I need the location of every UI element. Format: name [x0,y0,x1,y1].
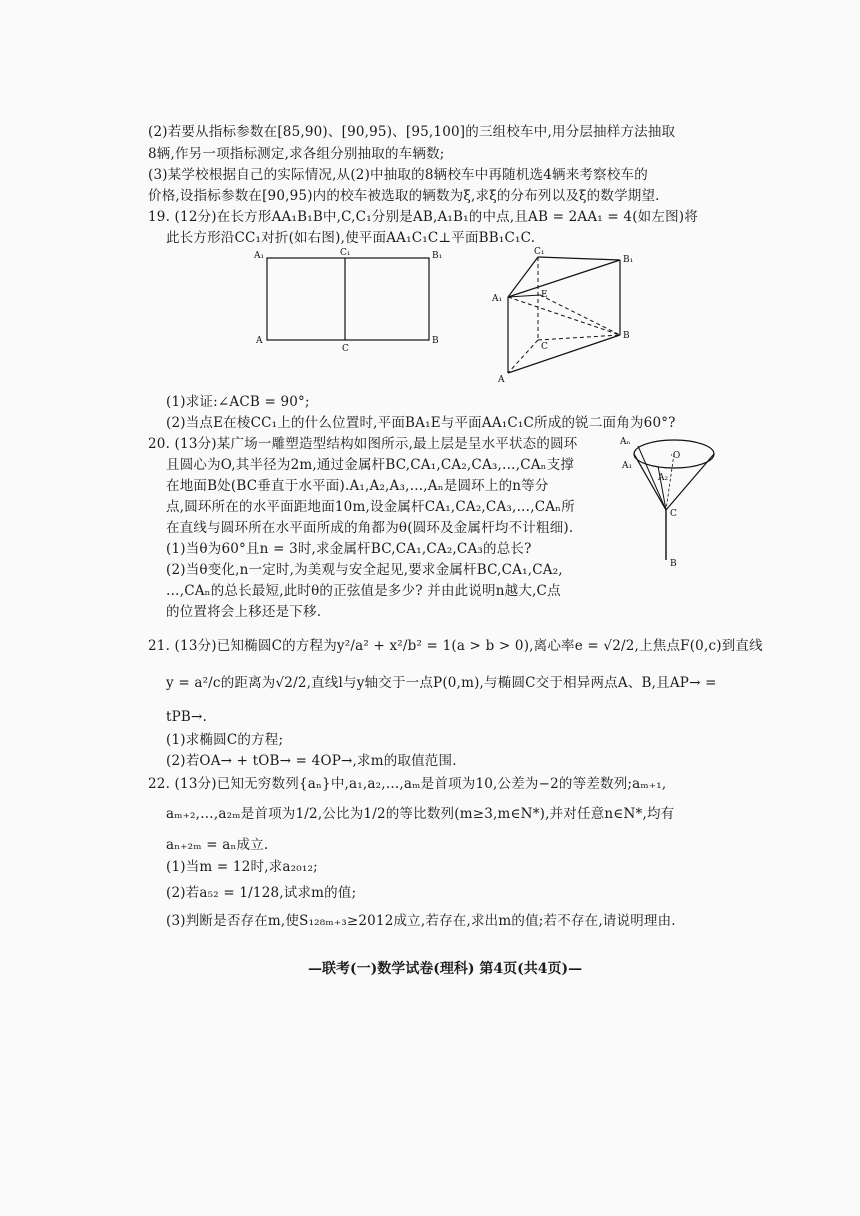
label-C: C [541,342,548,352]
rectangle-figure [250,245,450,355]
p20-q2-line3: 的位置将会上移还是下移. [166,604,322,620]
p20-q2-line1: (2)当θ变化,n一定时,为美观与安全起见,要求金属杆BC,CA₁,CA₂, [166,562,563,578]
p22-stem-line2: aₘ₊₂,…,a₂ₘ是首项为1/2,公比为1/2的等比数列(m≥3,m∈N*),并对任意n∈N*,均有 [166,806,675,822]
p21-stem-line2: y = a²/c的距离为√2/2,直线l与y轴交于一点P(0,m),与椭圆C交于相异两点A、B,且AP→ = [166,675,717,691]
p20-stem-line5: 在直线与圆环所在水平面所成的角都为θ(圆环及金属杆均不计粗细). [166,520,574,536]
p19-stem-line2: 此长方形沿CC₁对折(如右图),使平面AA₁C₁C⊥平面BB₁C₁C. [166,230,536,246]
label-C: C [670,509,677,519]
page-footer: —联考(一)数学试卷(理科) 第4页(共4页)— [308,961,583,977]
p19-q2: (2)当点E在棱CC₁上的什么位置时,平面BA₁E与平面AA₁C₁C所成的锐二面角为60°? [166,415,676,431]
label-A2: A₂ [658,473,669,483]
label-C: C [342,344,349,354]
p20-stem-line3: 在地面B处(BC垂直于水平面).A₁,A₂,A₃,…,Aₙ是圆环上的n等分 [166,478,549,494]
p20-q1: (1)当θ为60°且n = 3时,求金属杆BC,CA₁,CA₂,CA₃的总长? [166,541,532,557]
sculpture-figure [618,430,728,570]
p18-q2-line2: 8辆,作另一项指标测定,求各组分别抽取的车辆数; [148,146,445,162]
p19-q1: (1)求证:∠ACB = 90°; [166,394,310,410]
label-A: A [498,375,505,385]
p19-stem-line1: 19. (12分)在长方形AA₁B₁B中,C,C₁分别是AB,A₁B₁的中点,且AB = 2AA₁ = 4(如左图)将 [148,209,698,225]
label-B: B [670,559,677,569]
label-B: B [623,331,630,341]
p20-q2-line2: …,CAₙ的总长最短,此时θ的正弦值是多少? 并由此说明n越大,C点 [166,583,561,599]
rectangle-outline [267,258,429,340]
p22-q3: (3)判断是否存在m,使S₁₂₈ₘ₊₃≥2012成立,若存在,求出m的值;若不存在,请说明理由. [166,913,676,929]
p20-stem-line2: 且圆心为O,其半径为2m,通过金属杆BC,CA₁,CA₂,CA₃,…,CAₙ支撑 [166,457,575,473]
p18-q3-line1: (3)某学校根据自己的实际情况,从(2)中抽取的8辆校车中再随机选4辆来考察校车的 [148,167,648,183]
p20-stem-line1: 20. (13分)某广场一雕塑造型结构如图所示,最上层是呈水平状态的圆环 [148,436,578,452]
label-A1: A₁ [622,461,633,471]
label-B1: B₁ [623,255,634,265]
p22-q1: (1)当m = 12时,求a₂₀₁₂; [166,859,318,875]
p20-stem-line4: 点,圆环所在的水平面距地面10m,设金属杆CA₁,CA₂,CA₃,…,CAₙ所 [166,499,575,515]
p22-stem-line1: 22. (13分)已知无穷数列{aₙ}中,a₁,a₂,…,aₘ是首项为10,公差为−2的等差数列;aₘ₊₁, [148,776,667,792]
label-B: B [432,336,439,346]
label-E: E [541,290,548,300]
p18-q3-line2: 价格,设指标参数在[90,95)内的校车被选取的辆数为ξ,求ξ的分布列以及ξ的数学期望. [148,188,660,204]
label-C1: C₁ [534,247,545,257]
p22-stem-line3: aₙ₊₂ₘ = aₙ成立. [166,837,269,853]
label-B1: B₁ [432,251,443,261]
p21-stem-line3: tPB→. [166,709,208,725]
p18-q2-line1: (2)若要从指标参数在[85,90)、[90,95)、[95,100]的三组校车中,用分层抽样方法抽取 [148,124,676,140]
label-O: ·O [670,451,681,461]
label-A1: A₁ [254,251,265,261]
label-C1: C₁ [340,248,351,258]
label-A1: A₁ [492,294,503,304]
p21-q1: (1)求椭圆C的方程; [166,732,284,748]
p22-q2: (2)若a₅₂ = 1/128,试求m的值; [166,885,357,901]
label-An: Aₙ [620,437,631,447]
p21-q2: (2)若OA→ + tOB→ = 4OP→,求m的取值范围. [166,753,457,769]
p21-stem-line1: 21. (13分)已知椭圆C的方程为y²/a² + x²/b² = 1(a > b > 0),离心率e = √2/2,上焦点F(0,c)到直线 [148,638,763,654]
folded-prism-figure [488,245,638,385]
label-A: A [256,336,263,346]
